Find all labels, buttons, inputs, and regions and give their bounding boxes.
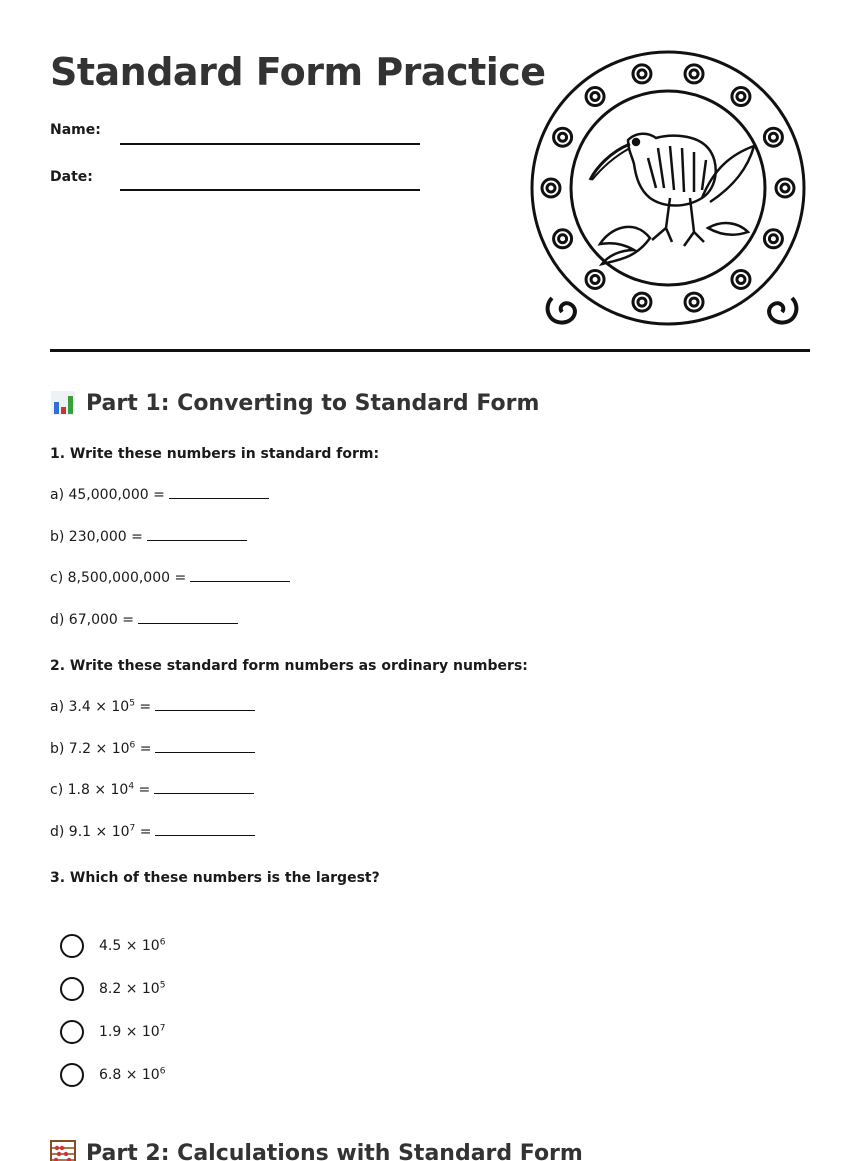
ring-swirl — [732, 88, 750, 106]
radio-button[interactable] — [60, 1020, 84, 1044]
ring-swirl — [633, 65, 651, 83]
part1-heading — [50, 390, 539, 416]
answer-blank[interactable] — [154, 782, 254, 794]
ring-swirl-inner — [591, 93, 599, 101]
answer-blank[interactable] — [155, 699, 255, 711]
ring-swirl-inner — [690, 298, 698, 306]
ring-swirl — [554, 230, 572, 248]
answer-blank[interactable] — [147, 529, 247, 541]
q1-item-b: b) 230,000 = — [50, 529, 247, 545]
answer-blank[interactable] — [190, 570, 290, 582]
q2-item-c: c) $1.8 \times 10^4$ = — [50, 782, 254, 798]
ring-swirl — [633, 293, 651, 311]
q2-item-d: d) $9.1 \times 10^7$ = — [50, 824, 255, 840]
date-label: Date: — [50, 169, 93, 185]
kiwi-bird-emblem — [530, 48, 810, 333]
ring-swirl — [732, 270, 750, 288]
header-divider — [50, 349, 810, 352]
ring-swirl — [776, 179, 794, 197]
name-input-line[interactable] — [120, 143, 420, 145]
ring-swirl-inner — [638, 70, 646, 78]
question-1-prompt: 1. Write these numbers in standard form: — [50, 446, 380, 462]
answer-blank[interactable] — [138, 612, 238, 624]
abacus-icon — [50, 1140, 76, 1161]
ring-swirl-inner — [638, 298, 646, 306]
answer-blank[interactable] — [155, 824, 255, 836]
radio-button[interactable] — [60, 934, 84, 958]
part2-heading-text: Part 2: Calculations with Standard Form — [86, 1140, 583, 1161]
ring-swirl-inner — [781, 184, 789, 192]
ring-swirl — [554, 128, 572, 146]
date-input-line[interactable] — [120, 189, 420, 191]
q1-item-a: a) 45,000,000 = — [50, 487, 269, 503]
q1-item-c: c) 8,500,000,000 = — [50, 570, 290, 586]
answer-blank[interactable] — [169, 487, 269, 499]
ring-swirl — [586, 270, 604, 288]
ring-swirl-inner — [737, 93, 745, 101]
bar-chart-icon — [50, 390, 76, 416]
ring-swirl-inner — [690, 70, 698, 78]
ring-swirl-inner — [769, 235, 777, 243]
ring-swirl — [764, 128, 782, 146]
q3-option-4[interactable]: $6.8 \times 10^6$ — [60, 1063, 165, 1087]
radio-button[interactable] — [60, 1063, 84, 1087]
ring-swirl-inner — [737, 275, 745, 283]
ring-swirl — [685, 65, 703, 83]
ring-swirl-inner — [769, 133, 777, 141]
question-2-prompt: 2. Write these standard form numbers as ordinary numbers: — [50, 658, 528, 674]
q3-option-3[interactable]: $1.9 \times 10^7$ — [60, 1020, 165, 1044]
ring-swirl — [586, 88, 604, 106]
part2-heading — [50, 1140, 583, 1161]
q1-item-d: d) 67,000 = — [50, 612, 238, 628]
ring-swirl-inner — [559, 235, 567, 243]
radio-button[interactable] — [60, 977, 84, 1001]
worksheet-title: Standard Form Practice — [50, 50, 546, 94]
ring-swirl — [685, 293, 703, 311]
q3-option-1[interactable]: $4.5 \times 10^6$ — [60, 934, 165, 958]
name-label: Name: — [50, 122, 101, 138]
q2-item-a: a) $3.4 \times 10^5$ = — [50, 699, 255, 715]
question-3-prompt: 3. Which of these numbers is the largest? — [50, 870, 380, 886]
q2-item-b: b) $7.2 \times 10^6$ = — [50, 741, 255, 757]
part1-heading-text: Part 1: Converting to Standard Form — [86, 390, 540, 416]
ring-swirl-inner — [547, 184, 555, 192]
ring-swirl — [764, 230, 782, 248]
q3-option-2[interactable]: $8.2 \times 10^5$ — [60, 977, 165, 1001]
ring-swirl — [542, 179, 560, 197]
answer-blank[interactable] — [155, 741, 255, 753]
ring-swirl-inner — [559, 133, 567, 141]
ring-swirl-inner — [591, 275, 599, 283]
